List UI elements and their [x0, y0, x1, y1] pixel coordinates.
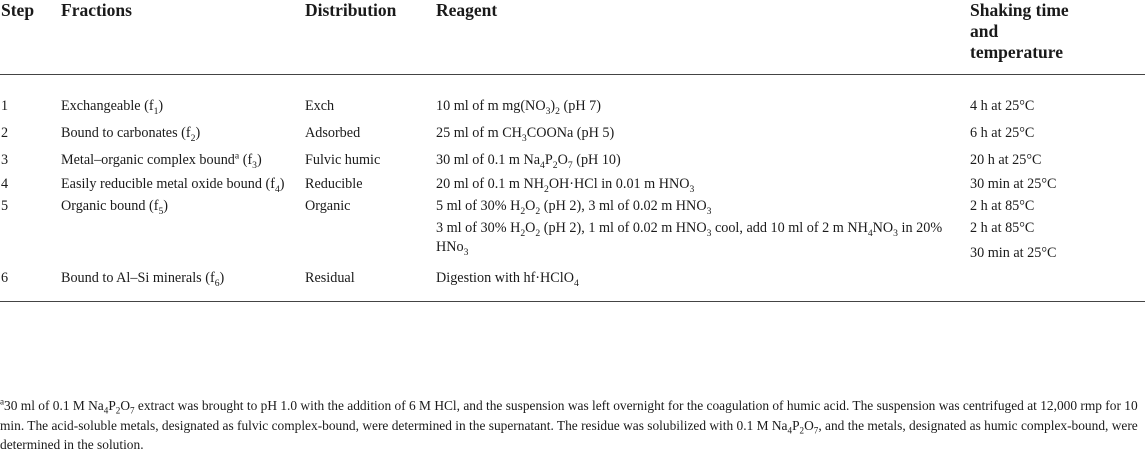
header-step: Step: [0, 0, 59, 75]
step-cell: 1: [1, 98, 9, 114]
distribution-cell: Residual: [303, 269, 434, 302]
fraction-cell: Metal–organic complex bound$^a$ $(f_3)$: [61, 150, 262, 171]
time-temperature-cell: 30 min at 25°C: [970, 176, 1057, 192]
reagent-cell: 30 ml of 0.1 m $Na_4P_2O_7$ (pH 10): [436, 152, 621, 171]
header-reagent: Reagent: [434, 0, 968, 75]
table-header: [0, 0, 1145, 75]
table-row: [0, 219, 1145, 269]
table-row: [0, 124, 1145, 151]
step-cell: 4: [1, 176, 9, 192]
reagent-cell: 25 ml of m $CH_3COONa$ (pH 5): [436, 125, 615, 144]
time-temperature-cell: 20 h at 25°C: [970, 152, 1042, 168]
table-row: [0, 269, 1145, 302]
table-row: [0, 175, 1145, 197]
distribution-cell: Fulvic humic: [305, 152, 381, 168]
fraction-cell: Bound to Al–Si minerals $(f_6)$: [59, 269, 303, 302]
reagent-cell: 3 ml of 30% $H_2O_2$ (pH 2), 1 ml of 0.02 m $HNO_3$ cool, add 10 ml of 2 m $NH_4NO_3$ in 20% HNo$_3$: [436, 220, 943, 258]
header-time-temperature-text: Shaking time and temperature: [970, 0, 1069, 62]
distribution-cell: Reducible: [305, 176, 363, 192]
table-body: [0, 75, 1145, 302]
table-footnote: [0, 396, 1140, 455]
step-cell: 2: [1, 125, 9, 141]
distribution-cell: [303, 219, 434, 269]
step-cell: 6: [0, 269, 59, 302]
time-temperature-cell: [968, 269, 1145, 302]
distribution-cell: Adsorbed: [305, 125, 361, 141]
time-temperature-cell: [968, 219, 1145, 269]
step-cell: [0, 219, 59, 269]
distribution-cell: Organic: [305, 198, 351, 214]
table-row: [0, 75, 1145, 125]
fraction-cell: Bound to carbonates $(f_2)$: [61, 125, 201, 144]
fraction-cell: [59, 219, 303, 269]
footnote-marker: a: [0, 396, 5, 407]
fraction-cell: Exchangeable $(f_1)$: [61, 98, 164, 117]
step-cell: 3: [1, 152, 9, 168]
reagent-cell: 10 ml of m $mg(NO_3)_2$ (pH 7): [436, 98, 601, 117]
fraction-cell: Organic bound $(f_5)$: [61, 198, 169, 217]
time-temperature-line: 2 h at 85°C: [970, 220, 1035, 236]
distribution-cell: Exch: [305, 98, 335, 114]
time-temperature-cell: 4 h at 25°C: [970, 98, 1035, 114]
fraction-cell: Easily reducible metal oxide bound $(f_4)$: [61, 176, 285, 195]
header-distribution: Distribution: [303, 0, 434, 75]
table-row: [0, 151, 1145, 175]
time-temperature-cell: 2 h at 85°C: [970, 198, 1035, 214]
reagent-cell: 5 ml of 30% $H_2O_2$ (pH 2), 3 ml of 0.02 m $HNO_3$: [436, 198, 712, 217]
table-row: [0, 197, 1145, 219]
reagent-cell: 20 ml of 0.1 m $NH_2OH\cdot HCl$ in 0.01 m $HNO_3$: [436, 176, 695, 195]
header-fractions: Fractions: [59, 0, 303, 75]
step-cell: 5: [1, 198, 9, 214]
header-row: [0, 0, 1145, 75]
header-time-temperature: [968, 0, 1145, 75]
footnote-text: 30 ml of 0.1 M $Na_4P_2O_7$ extract was brought to pH 1.0 with the addition of 6 M HCl, and the suspension was left overnight for the coagulation of humic acid. The suspension was centrifuged at 12,000 rmp for 10 min. The acid-soluble metals, designated as fulvic complex-bound, were determined in the supernatant. The residue was solubilized with 0.1 M $Na_4P_2O_7$, and the metals, designated as humic complex-bound, were determined in the solution.: [0, 398, 1138, 452]
reagent-cell: Digestion with hf·HClO$_4$: [434, 269, 968, 302]
time-temperature-cell: 6 h at 25°C: [970, 125, 1035, 141]
time-temperature-line: 30 min at 25°C: [970, 245, 1057, 261]
